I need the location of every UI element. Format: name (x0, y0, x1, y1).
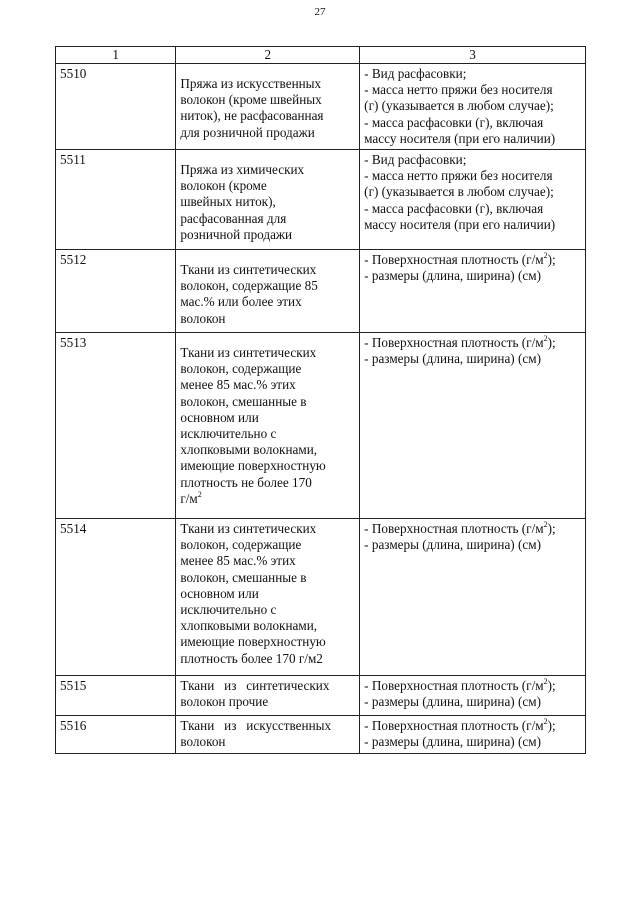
table-row (56, 64, 586, 150)
description-line: хлопковыми волокнами, (180, 618, 318, 634)
description-line: волокон (кроме (180, 178, 267, 194)
attribute-line: - масса расфасовки (г), включая (364, 114, 544, 130)
description-cell (176, 676, 360, 716)
description-line: хлопковыми волокнами, (180, 442, 318, 458)
description-line: волокон, содержащие (180, 537, 302, 553)
code-cell: 5510 (56, 64, 176, 150)
description-line: розничной продажи (180, 226, 293, 242)
description-line: волокон прочие (180, 694, 269, 710)
classification-table (55, 46, 586, 754)
attributes-cell (360, 333, 586, 519)
attribute-line: - размеры (длина, ширина) (см) (364, 694, 541, 710)
table-row (56, 250, 586, 333)
attribute-line (364, 521, 581, 537)
description-line: Пряжа из искусственных (180, 76, 322, 91)
code-cell: 5515 (56, 676, 176, 716)
description-cell (176, 150, 360, 250)
code-cell: 5511 (56, 150, 176, 250)
table-row (56, 676, 586, 716)
description-line: исключительно с (180, 602, 277, 618)
attribute-tail: ); (547, 252, 556, 268)
superscript: 2 (543, 251, 548, 261)
table-row (56, 333, 586, 519)
description-line: для розничной продажи (180, 124, 315, 140)
description-line: волокон, смешанные в (180, 569, 307, 585)
attribute-line: (г) (указывается в любом случае); (364, 184, 554, 200)
description-cell (176, 250, 360, 333)
attributes-cell (360, 250, 586, 333)
description-line: волокон, содержащие 85 (180, 278, 318, 294)
description-line: плотность более 170 г/м2 (180, 650, 323, 666)
attribute-line: - размеры (длина, ширина) (см) (364, 537, 541, 553)
description-line: плотность не более 170 (180, 474, 312, 490)
superscript: 2 (197, 489, 202, 499)
attribute-line: - Вид расфасовки; (364, 152, 467, 168)
attribute-line (364, 252, 581, 268)
attribute-line: - масса нетто пряжи без носителя (364, 168, 553, 184)
description-line: Ткани из синтетических (180, 345, 317, 361)
description-line: швейных ниток), (180, 194, 276, 210)
attributes-cell (360, 64, 586, 150)
attribute-text: - Поверхностная плотность (г/м (364, 335, 544, 351)
attribute-line: - Вид расфасовки; (364, 66, 467, 81)
attributes-cell (360, 519, 586, 676)
description-line: Ткани из искусственных (180, 718, 332, 734)
description-line: Ткани из синтетических (180, 678, 330, 694)
attribute-tail: ); (547, 678, 556, 694)
attribute-line: - размеры (длина, ширина) (см) (364, 268, 541, 284)
description-line: основном или (180, 409, 259, 425)
page-number: 27 (314, 6, 326, 18)
description-cell (176, 64, 360, 150)
superscript: 2 (543, 677, 548, 687)
description-cell (176, 519, 360, 676)
attributes-cell (360, 676, 586, 716)
table-row (56, 716, 586, 754)
superscript: 2 (543, 520, 548, 530)
attribute-line (364, 718, 581, 734)
description-text: г/м (180, 490, 198, 506)
description-line: ниток), не расфасованная (180, 108, 324, 124)
attribute-line: (г) (указывается в любом случае); (364, 98, 554, 114)
table-header-row (56, 47, 586, 64)
attribute-tail: ); (547, 718, 556, 734)
code-cell: 5516 (56, 716, 176, 754)
description-line: исключительно с (180, 426, 277, 442)
attribute-tail: ); (547, 335, 556, 351)
attribute-text: - Поверхностная плотность (г/м (364, 521, 544, 537)
description-cell (176, 333, 360, 519)
description-line: менее 85 мас.% этих (180, 377, 296, 393)
attribute-text: - Поверхностная плотность (г/м (364, 718, 544, 734)
description-line: менее 85 мас.% этих (180, 553, 296, 569)
attributes-cell (360, 716, 586, 754)
superscript: 2 (543, 334, 548, 344)
attribute-line: массу носителя (при его наличии) (364, 216, 556, 232)
description-line: волокон, смешанные в (180, 393, 307, 409)
description-line: расфасованная для (180, 210, 287, 226)
attribute-tail: ); (547, 521, 556, 537)
attribute-line: массу носителя (при его наличии) (364, 130, 556, 146)
attribute-line: - масса расфасовки (г), включая (364, 200, 544, 216)
column-header-3: 3 (360, 47, 586, 64)
table-row (56, 519, 586, 676)
attribute-line: - размеры (длина, ширина) (см) (364, 351, 541, 367)
description-line: Ткани из синтетических (180, 521, 317, 537)
code-cell: 5513 (56, 333, 176, 519)
description-line (180, 491, 355, 507)
attribute-line (364, 335, 581, 351)
code-cell: 5512 (56, 250, 176, 333)
table-row (56, 150, 586, 250)
description-line: Пряжа из химических (180, 162, 305, 178)
column-header-2: 2 (176, 47, 360, 64)
attributes-cell (360, 150, 586, 250)
description-line: Ткани из синтетических (180, 262, 317, 278)
attribute-text: - Поверхностная плотность (г/м (364, 678, 544, 694)
attribute-line (364, 678, 581, 694)
description-line: волокон, содержащие (180, 361, 302, 377)
description-cell (176, 716, 360, 754)
description-line: мас.% или более этих (180, 294, 302, 310)
attribute-line: - размеры (длина, ширина) (см) (364, 734, 541, 750)
description-line: имеющие поверхностную (180, 634, 326, 650)
description-line: волокон (кроме швейных (180, 92, 322, 108)
superscript: 2 (543, 717, 548, 727)
description-line: волокон (180, 310, 226, 326)
description-line: имеющие поверхностную (180, 458, 326, 474)
description-line: волокон (180, 734, 226, 750)
attribute-text: - Поверхностная плотность (г/м (364, 252, 544, 268)
column-header-1: 1 (56, 47, 176, 64)
code-cell: 5514 (56, 519, 176, 676)
description-line: основном или (180, 585, 259, 601)
attribute-line: - масса нетто пряжи без носителя (364, 82, 553, 98)
